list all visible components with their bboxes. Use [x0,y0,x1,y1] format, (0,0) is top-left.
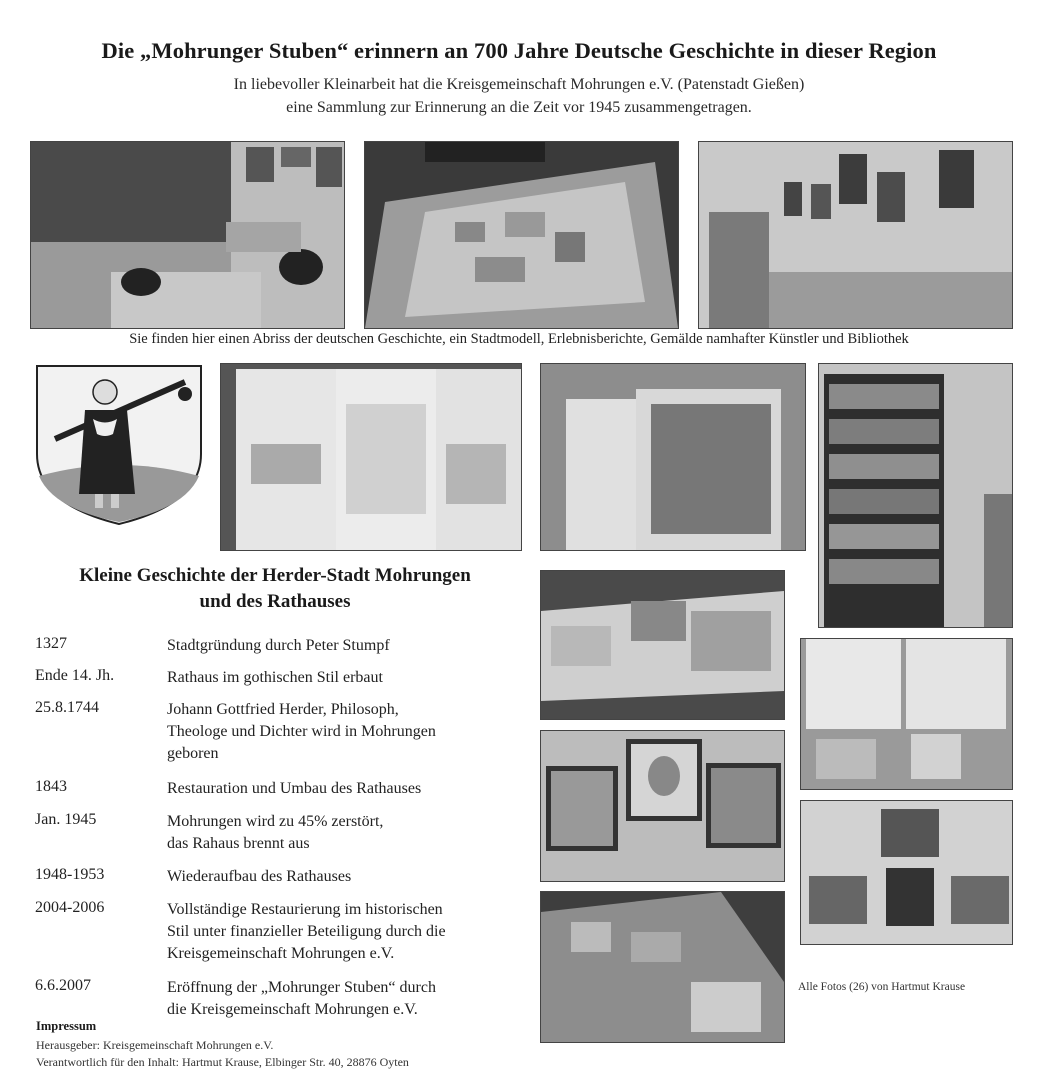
timeline-text: Johann Gottfried Herder, Philosoph, Theologe und Dichter wird in Mohrungen geboren [167,701,436,762]
photo-herder-portrait [540,730,785,882]
page-title: Die „Mohrunger Stuben“ erinnern an 700 Jahre Deutsche Geschichte in dieser Region [101,38,937,63]
photo-caption: Sie finden hier einen Abriss der deutschen Geschichte, ein Stadtmodell, Erlebnisberichte, Gemälde namhafter Künstler und Bibliothek [129,331,909,347]
timeline-date: 25.8.1744 [35,699,99,716]
photo-model-detail [540,891,785,1043]
subtitle-line-1: In liebevoller Kleinarbeit hat die Kreisgemeinschaft Mohrungen e.V. (Patenstadt Gießen) [233,76,805,93]
photo-library-shelf [818,363,1013,628]
timeline-date: 1843 [35,778,67,795]
timeline-text: Eröffnung der „Mohrunger Stuben“ durch die Kreisgemeinschaft Mohrungen e.V. [167,979,436,1018]
timeline-text: Mohrungen wird zu 45% zerstört, das Rahaus brennt aus [167,813,384,852]
history-heading-line-1: Kleine Geschichte der Herder-Stadt Mohrungen [79,565,471,586]
photo-documents [800,638,1013,790]
timeline-text: Vollständige Restaurierung im historischen Stil unter finanzieller Beteiligung durch die Kreisgemeinschaft Mohrungen e.V. [167,901,446,962]
photo-photo-wall [540,363,806,551]
timeline-date: 1948-1953 [35,866,105,883]
timeline-date: 6.6.2007 [35,977,91,994]
timeline-text: Rathaus im gothischen Stil erbaut [167,669,383,686]
timeline-date: Jan. 1945 [35,811,97,828]
timeline-text: Stadtgründung durch Peter Stumpf [167,637,390,654]
impressum-publisher: Herausgeber: Kreisgemeinschaft Mohrungen e.V. [36,1038,274,1052]
photo-history-panels [220,363,522,551]
impressum-responsible: Verantwortlich für den Inhalt: Hartmut Krause, Elbinger Str. 40, 28876 Oyten [36,1055,409,1069]
timeline-date: Ende 14. Jh. [35,667,115,684]
coat-of-arms-image [35,364,203,526]
timeline-text: Wiederaufbau des Rathauses [167,868,352,885]
photo-city-model [364,141,679,329]
impressum-heading: Impressum [36,1019,97,1033]
timeline-text: Restauration und Umbau des Rathauses [167,780,422,797]
photo-display-case [540,570,785,720]
timeline-date: 1327 [35,635,67,652]
history-heading-line-2: und des Rathauses [199,591,351,612]
subtitle-line-2: eine Sammlung zur Erinnerung an die Zeit vor 1945 zusammengetragen. [286,99,752,116]
photo-gallery-wall [698,141,1013,329]
timeline-date: 2004-2006 [35,899,105,916]
photo-credit: Alle Fotos (26) von Hartmut Krause [798,981,966,993]
photo-paintings [800,800,1013,945]
photo-exhibition-room [30,141,345,329]
